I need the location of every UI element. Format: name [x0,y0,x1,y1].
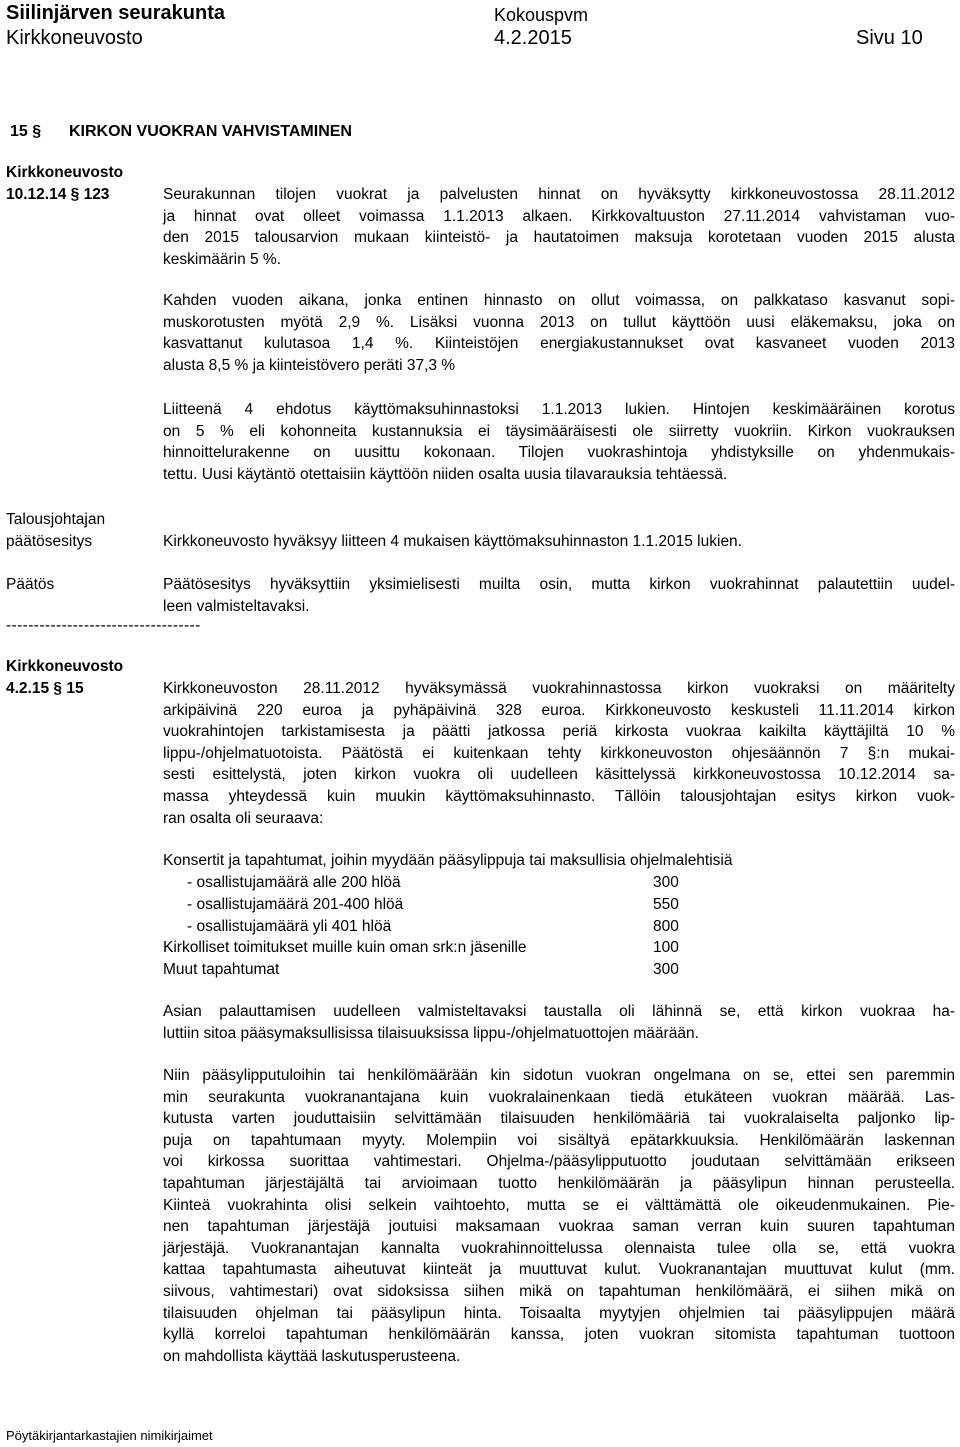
text-line: on mahdollista käyttää laskutusperusteena. [163,1347,461,1365]
list-item-name: - osallistujamäärä 201-400 hlöä [187,896,404,913]
text-line: nen tapahtuman järjestäjä joutuisi maksamaan vuokraa saman verran kuin suuren tapahtuman [163,1218,955,1236]
text-line: min seurakunta vuokranantajana kuin vuokralainenkaan tiedä etukäteen vuokran määrää. Las- [163,1088,955,1106]
section1-ref: 10.12.14 § 123 [6,186,110,203]
text-line: Seurakunnan tilojen vuokrat ja palvelusten hinnat on hyväksytty kirkkoneuvostossa 28.11.2012 [163,186,955,203]
text-line: kasvattanut kulutasoa 1,4 %. Kiinteistöjen energiakustannukset ovat kasvaneet vuoden 2013 [163,335,955,353]
section1-paragraph-2 [163,290,955,376]
list-item-name: - osallistujamäärä yli 401 hlöä [187,918,392,935]
list-item-amount: 100 [653,939,679,956]
text-line: muskorotusten myötä 2,9 %. Lisäksi vuonna 2013 on tullut käyttöön uusi eläkemaksu, joka on [163,313,955,331]
text-line: järjestäjä. Vuokranantajan kannalta vuokrahinnoittelussa olennaista tulee olla se, että vuokra [163,1239,955,1257]
section2-paragraph-1 [163,678,955,829]
text-line: luttiin sitoa pääsymaksullisissa tilaisuuksissa lippu-/ohjelmatuottojen määrään. [163,1024,699,1042]
section1-paragraph-1 [163,184,955,270]
section2-paragraph-2 [163,1001,955,1044]
text-line: Kirkkoneuvoston 28.11.2012 hyväksymässä vuokrahinnastossa kirkon vuokraksi on määritelty [163,680,955,697]
text-line: kattaa tapahtumasta aiheutuvat kiinteät ja muuttuvat kulut. Vuokranantajan muuttuvat kulut (mm. [163,1261,955,1279]
text-line: den 2015 talousarvion mukaan kiinteistö- ja hautatoimen maksuja korotetaan vuoden 2015 alusta [163,229,955,247]
text-line: ja hinnat ovat olleet voimassa 1.1.2013 alkaen. Kirkkovaltuuston 27.11.2014 vahvistaman vuo- [163,207,955,225]
text-line: Päätösesitys hyväksyttiin yksimielisesti muilta osin, mutta kirkon vuokrahinnat palautettiin uudel- [163,576,955,593]
item-number: 15 § [10,123,42,140]
text-line: tapahtuman järjestäjältä tai arvioimaan tuotto henkilömäärän ja pääsylipun hinnan perusteella. [163,1174,955,1192]
list-heading: Konsertit ja tapahtumat, joihin myydään pääsylippuja tai maksullisia ohjelmalehtisiä [163,852,733,869]
text-line: arkipäivinä 220 euroa ja pyhäpäivinä 328 euroa. Kirkkoneuvosto keskusteli 11.11.2014 kirkon [163,701,955,719]
text-line: tettu. Uusi käytäntö otettaisiin käyttöön niiden osalta uusia tilavarauksia tehtäessä. [163,465,728,483]
text-line: kutusta varten jouduttaisiin selvittämään tilaisuuden henkilömääriä tai vuokralaiselta paljonko lip- [163,1110,955,1128]
meeting-date-label: Kokouspvm [494,5,589,25]
list-item-amount: 300 [653,874,679,891]
text-line: alusta 8,5 % ja kiinteistövero peräti 37,3 % [163,356,456,374]
text-line: voi kirkossa suorittaa vahtimestari. Ohjelma-/pääsylipputuotto joudutaan selvittämään erikseen [163,1153,955,1171]
text-line: lippu-/ohjelmatuotoista. Päätöstä ei kuitenkaan tehty kirkkoneuvoston ohjesäännön 7 §:n mukai- [163,744,955,762]
text-line: siivous, vahtimestari) ovat sidoksissa siihen mikä on tapahtuman henkilömäärä, ei siihen mikä on [163,1282,955,1300]
list-item-name: Kirkolliset toimitukset muille kuin oman srk:n jäsenille [163,939,527,956]
proposal-label-line2: päätösesitys [6,533,93,550]
list-item-amount: 300 [653,961,679,978]
text-line: kyllä korreloi tapahtuman henkilömäärän kanssa, joten vuokran sitomista tapahtuman tuottoon [163,1326,955,1344]
section2-body: Kirkkoneuvosto [6,658,124,675]
section2-paragraph-3 [163,1065,955,1367]
page-number: Sivu 10 [856,27,923,49]
list-item-amount: 800 [653,918,679,935]
decision-text [163,574,955,617]
text-line: keskimäärin 5 %. [163,250,282,268]
text-line: Kahden vuoden aikana, jonka entinen hinnasto on ollut voimassa, on palkkataso kasvanut sopi- [163,292,955,309]
proposal-text: Kirkkoneuvosto hyväksyy liitteen 4 mukaisen käyttömaksuhinnaston 1.1.2015 lukien. [163,533,742,550]
text-line: hinnoittelurakenne on uusittu kokonaan. Tilojen vuokrashintoja yhdistyksille on yhdenmukais- [163,444,955,462]
section1-paragraph-3 [163,399,955,485]
header-date: 4.2.2015 [494,27,572,49]
text-line: leen valmisteltavaksi. [163,597,310,615]
list-item-amount: 550 [653,896,679,913]
text-line: on 5 % eli kohonneita kustannuksia ei täysimääräisesti ole siirretty vuokriin. Kirkon vuokrauksen [163,422,955,440]
text-line: Liitteenä 4 ehdotus käyttömaksuhinnastoksi 1.1.2013 lukien. Hintojen keskimääräinen korotus [163,401,955,418]
text-line: Niin pääsylipputuloihin tai henkilömäärään kin sidotun vuokran ongelmana on se, ettei sen paremmin [163,1067,955,1084]
text-line: vuokrahintojen tarkistamisesta ja päätti jatkossa periä kirkosta vuokraa kaikilta käyttäjiltä 10 % [163,723,955,741]
text-line: tilaisuuden ohjelman tai pääsylipun hinta. Toisaalta myytyjen ohjelmien tai pääsylippujen määrä [163,1304,955,1322]
section1-body: Kirkkoneuvosto [6,164,124,181]
text-line: massa yhteydessä kuin muukin käyttömaksuhinnasto. Tällöin talousjohtajan esitys kirkon vuok- [163,787,955,805]
header-body: Kirkkoneuvosto [6,27,143,49]
proposal-label-line1: Talousjohtajan [6,511,106,528]
footer-initials-label: Pöytäkirjantarkastajien nimikirjaimet [6,1428,213,1443]
text-line: puja on tapahtumaan myyty. Molempiin voi sisältyä epätarkkuuksia. Henkilömäärän laskennan [163,1131,955,1149]
text-line: sesti esittelystä, joten kirkon vuokra oli uudelleen käsittelyssä kirkkoneuvostossa 10.12.2014 sa- [163,766,955,784]
list-item-name: - osallistujamäärä alle 200 hlöä [187,874,401,891]
text-line: ran osalta oli seuraava: [163,809,324,827]
text-line: Asian palauttamisen uudelleen valmisteltavaksi taustalla oli lähinnä se, että kirkon vuokraa ha- [163,1003,955,1020]
separator-line: ----------------------------------- [6,617,201,634]
list-item-name: Muut tapahtumat [163,961,280,978]
decision-label: Päätös [6,576,55,593]
item-title: KIRKON VUOKRAN VAHVISTAMINEN [69,123,352,140]
text-line: Kiinteä vuokrahinta olisi selkein vaihtoehto, mutta se ei välttämättä ole oikeudenmukainen. Pie- [163,1196,955,1214]
section2-ref: 4.2.15 § 15 [6,680,84,697]
org-name: Siilinjärven seurakunta [6,2,225,24]
